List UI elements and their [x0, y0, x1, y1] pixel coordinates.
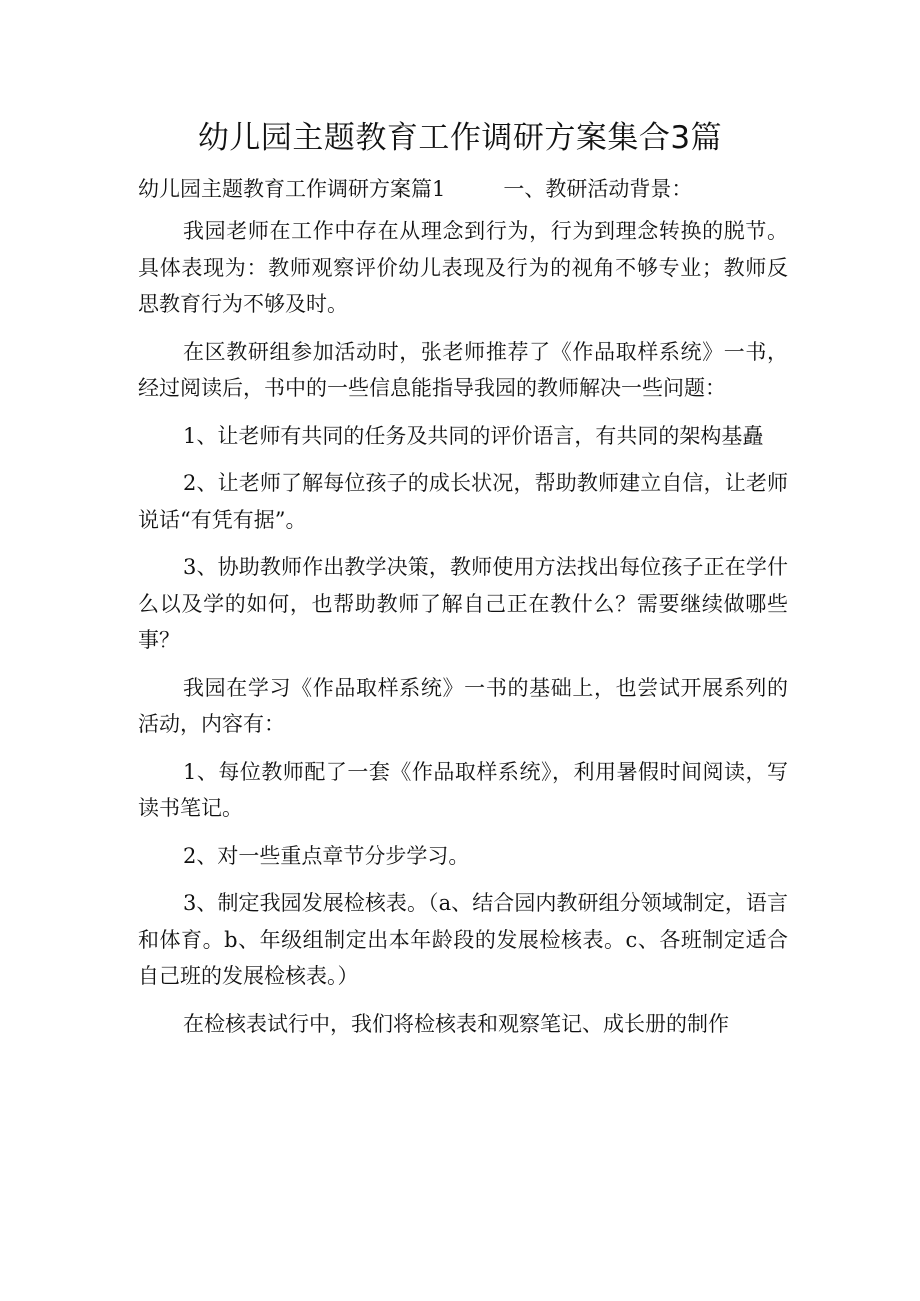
paragraph: 我园老师在工作中存在从理念到行为，行为到理念转换的脱节。具体表现为：教师观察评价幼儿表现及行为的视角不够专业；教师反思教育行为不够及时。	[138, 219, 788, 316]
section-heading	[138, 171, 798, 207]
subheading-right: 一、教研活动背景：	[503, 177, 693, 201]
paragraph: 我园在学习《作品取样系统》一书的基础上，也尝试开展系列的活动，内容有：	[138, 675, 788, 736]
document-body	[138, 213, 788, 1053]
paragraph: 1、每位教师配了一套《作品取样系统》，利用暑假时间阅读，写读书笔记。	[138, 759, 788, 820]
subheading-left: 幼儿园主题教育工作调研方案篇1	[138, 177, 446, 201]
paragraph: 在检核表试行中，我们将检核表和观察笔记、成长册的制作	[183, 1011, 729, 1036]
paragraph: 2、让老师了解每位孩子的成长状况，帮助教师建立自信，让老师说话“有凭有据”。	[138, 471, 788, 532]
paragraph: 3、制定我园发展检核表。（a、结合园内教研组分领域制定，语言和体育。b、年级组制定出本年龄段的发展检核表。c、各班制定适合自己班的发展检核表。）	[138, 891, 788, 988]
paragraph: 2、对一些重点章节分步学习。	[183, 843, 470, 868]
paragraph: 3、协助教师作出教学决策，教师使用方法找出每位孩子正在学什么以及学的如何，也帮助教师了解自己正在教什么？需要继续做哪些事？	[138, 555, 788, 652]
paragraph: 1、让老师有共同的任务及共同的评价语言，有共同的架构基矗	[183, 423, 764, 448]
paragraph: 在区教研组参加活动时，张老师推荐了《作品取样系统》一书，经过阅读后，书中的一些信息能指导我园的教师解决一些问题：	[138, 339, 788, 400]
page-title: 幼儿园主题教育工作调研方案集合3篇	[197, 120, 723, 156]
